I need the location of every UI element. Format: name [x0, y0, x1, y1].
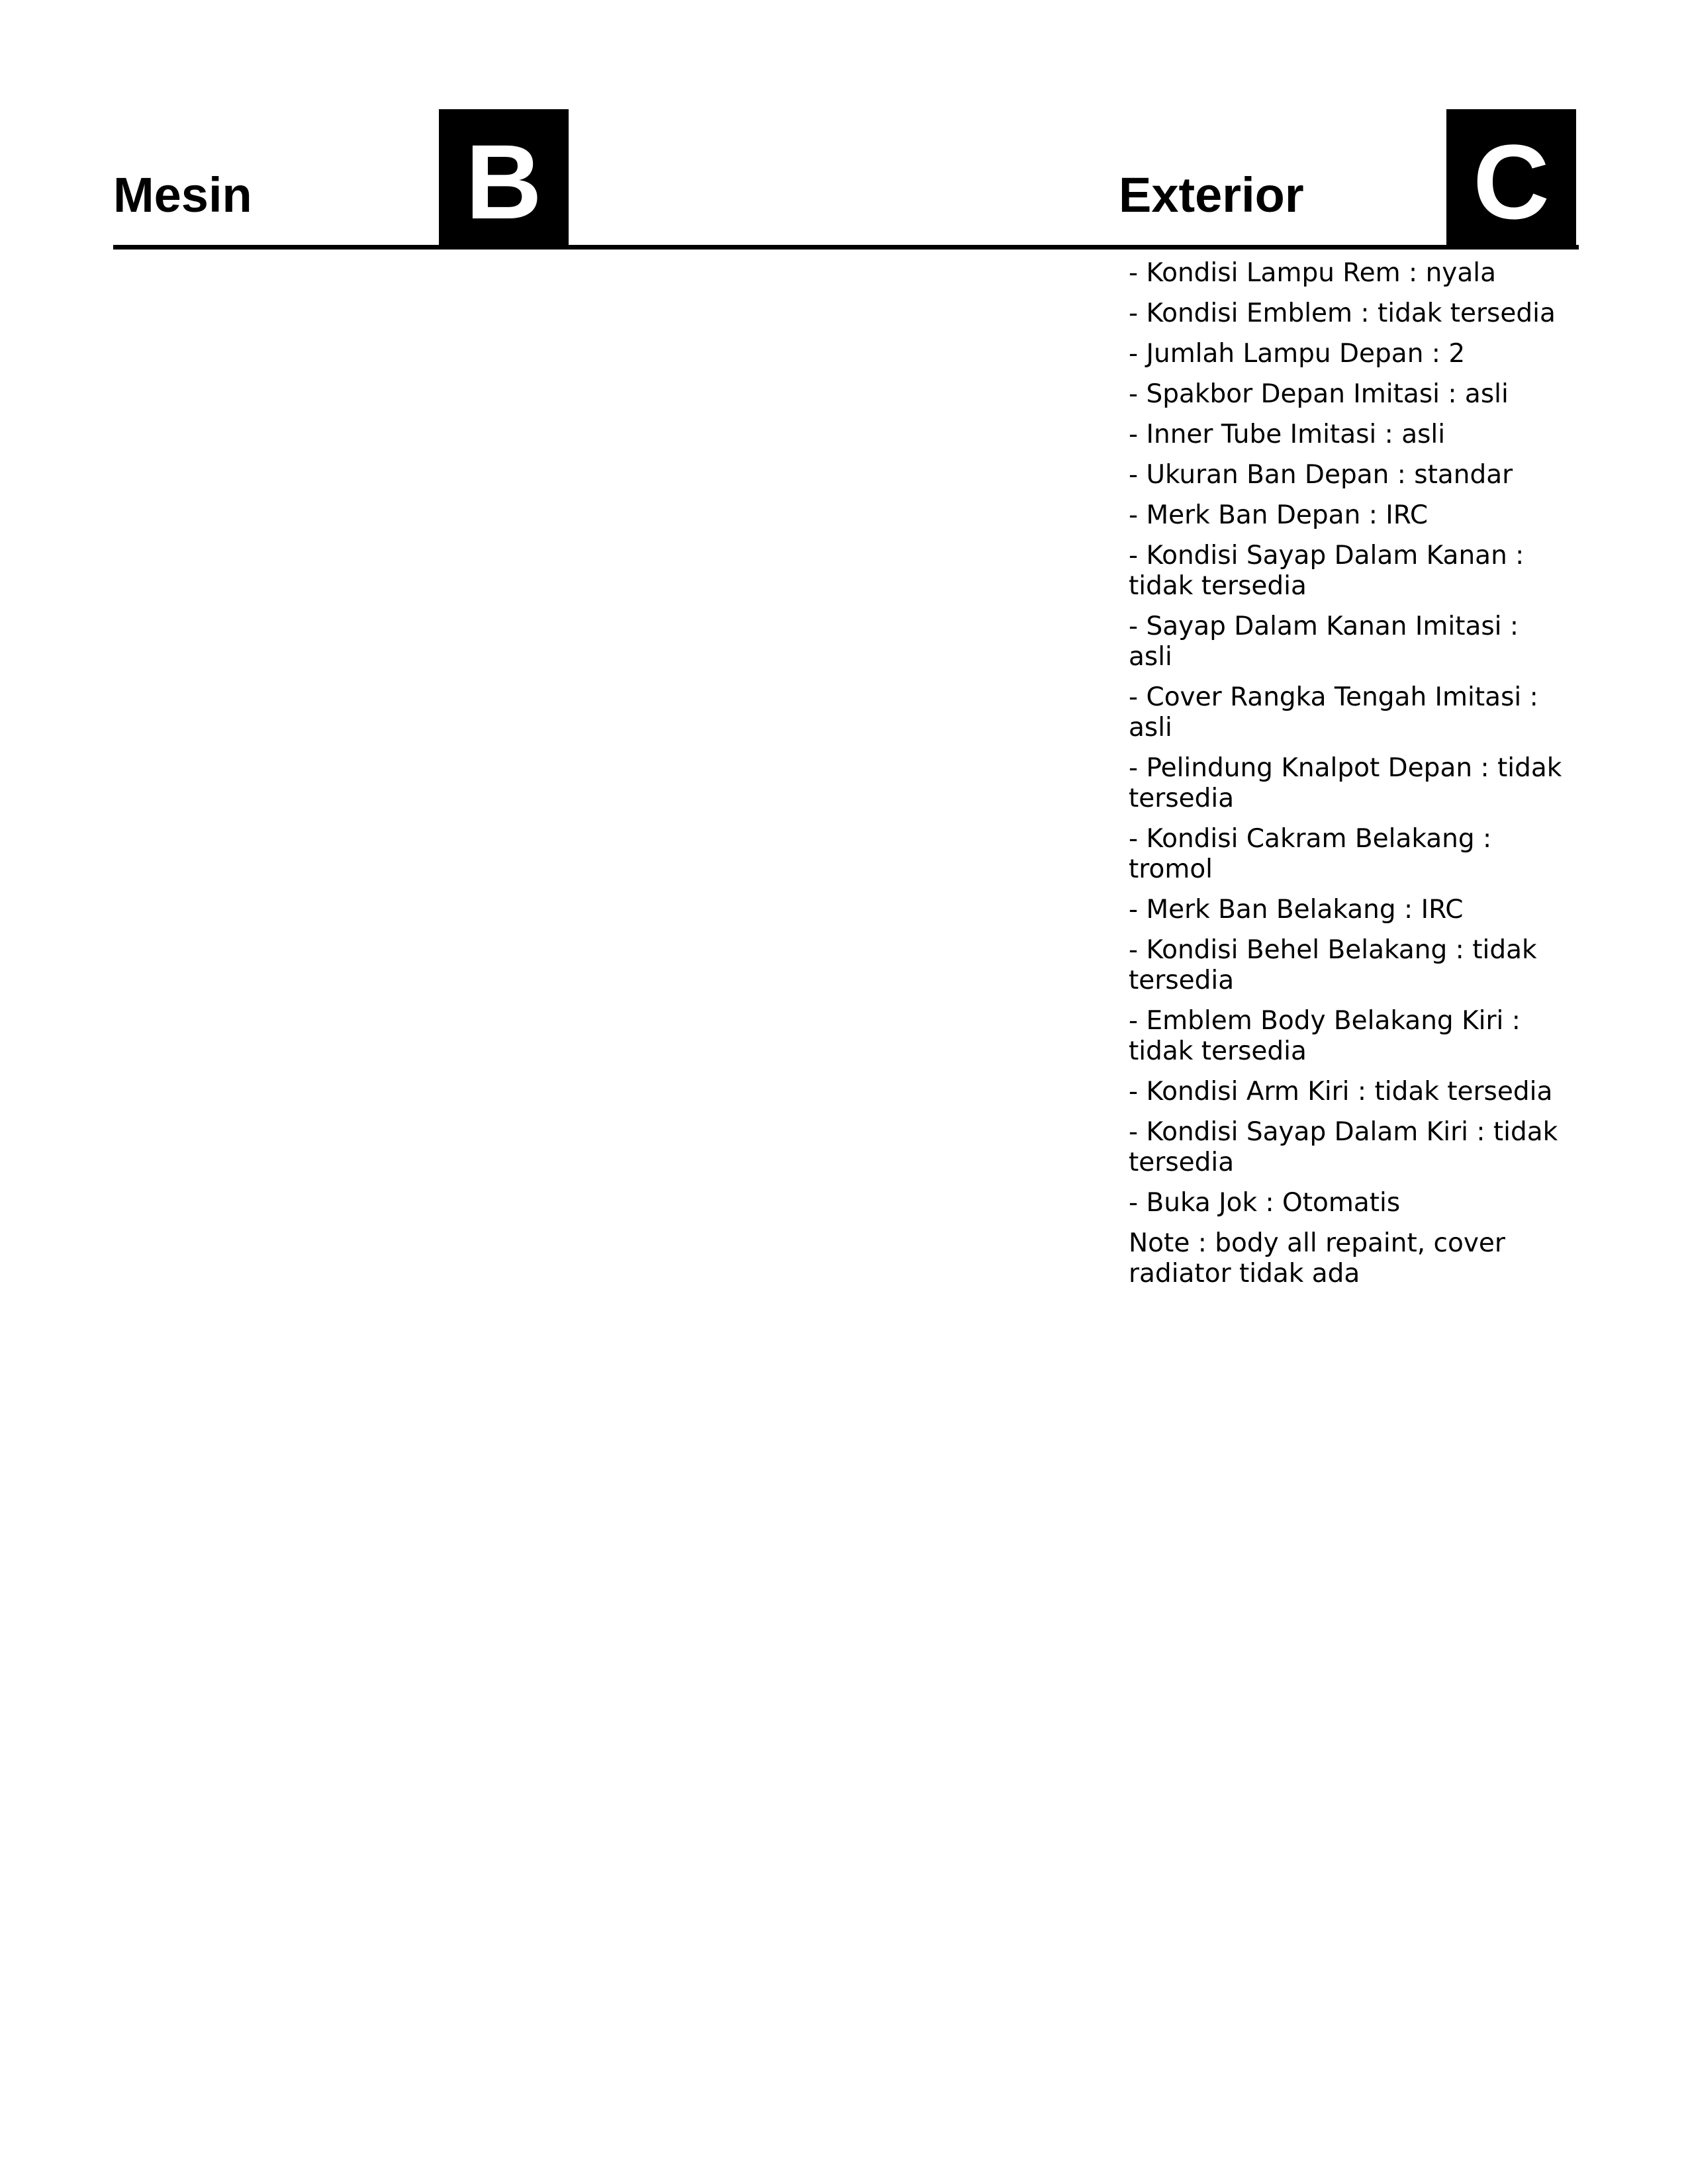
- section-letter-badge-c: C: [1446, 109, 1576, 248]
- list-item: - Kondisi Lampu Rem : nyala: [1129, 258, 1497, 288]
- list-item: - Kondisi Arm Kiri : tidak tersedia: [1129, 1077, 1553, 1107]
- list-item: - Kondisi Cakram Belakang : tromol: [1129, 824, 1492, 884]
- list-item: - Kondisi Emblem : tidak tersedia: [1129, 298, 1556, 328]
- list-item: - Jumlah Lampu Depan : 2: [1129, 339, 1466, 369]
- section-title-exterior: Exterior: [1119, 167, 1304, 222]
- list-item: - Buka Jok : Otomatis: [1129, 1188, 1401, 1218]
- list-item: - Merk Ban Depan : IRC: [1129, 500, 1429, 530]
- list-item: - Kondisi Sayap Dalam Kanan : tidak tersedia: [1129, 541, 1524, 601]
- list-item: - Ukuran Ban Depan : standar: [1129, 460, 1513, 490]
- list-item: - Merk Ban Belakang : IRC: [1129, 895, 1464, 925]
- list-item: - Cover Rangka Tengah Imitasi : asli: [1129, 682, 1538, 743]
- section-title-mesin: Mesin: [113, 167, 252, 222]
- list-item: - Pelindung Knalpot Depan : tidak tersedia: [1129, 753, 1562, 813]
- header-divider: [113, 245, 1579, 250]
- note-item: Note : body all repaint, cover radiator tidak ada: [1129, 1228, 1505, 1289]
- list-item: - Kondisi Sayap Dalam Kiri : tidak tersedia: [1129, 1117, 1558, 1177]
- list-item: - Emblem Body Belakang Kiri : tidak tersedia: [1129, 1006, 1521, 1066]
- list-item: - Inner Tube Imitasi : asli: [1129, 420, 1446, 449]
- list-item: - Sayap Dalam Kanan Imitasi : asli: [1129, 612, 1519, 672]
- exterior-condition-list: [1129, 258, 1566, 1299]
- list-item: - Spakbor Depan Imitasi : asli: [1129, 379, 1509, 409]
- list-item: - Kondisi Behel Belakang : tidak tersedia: [1129, 935, 1537, 995]
- section-letter-badge-b: B: [439, 109, 569, 248]
